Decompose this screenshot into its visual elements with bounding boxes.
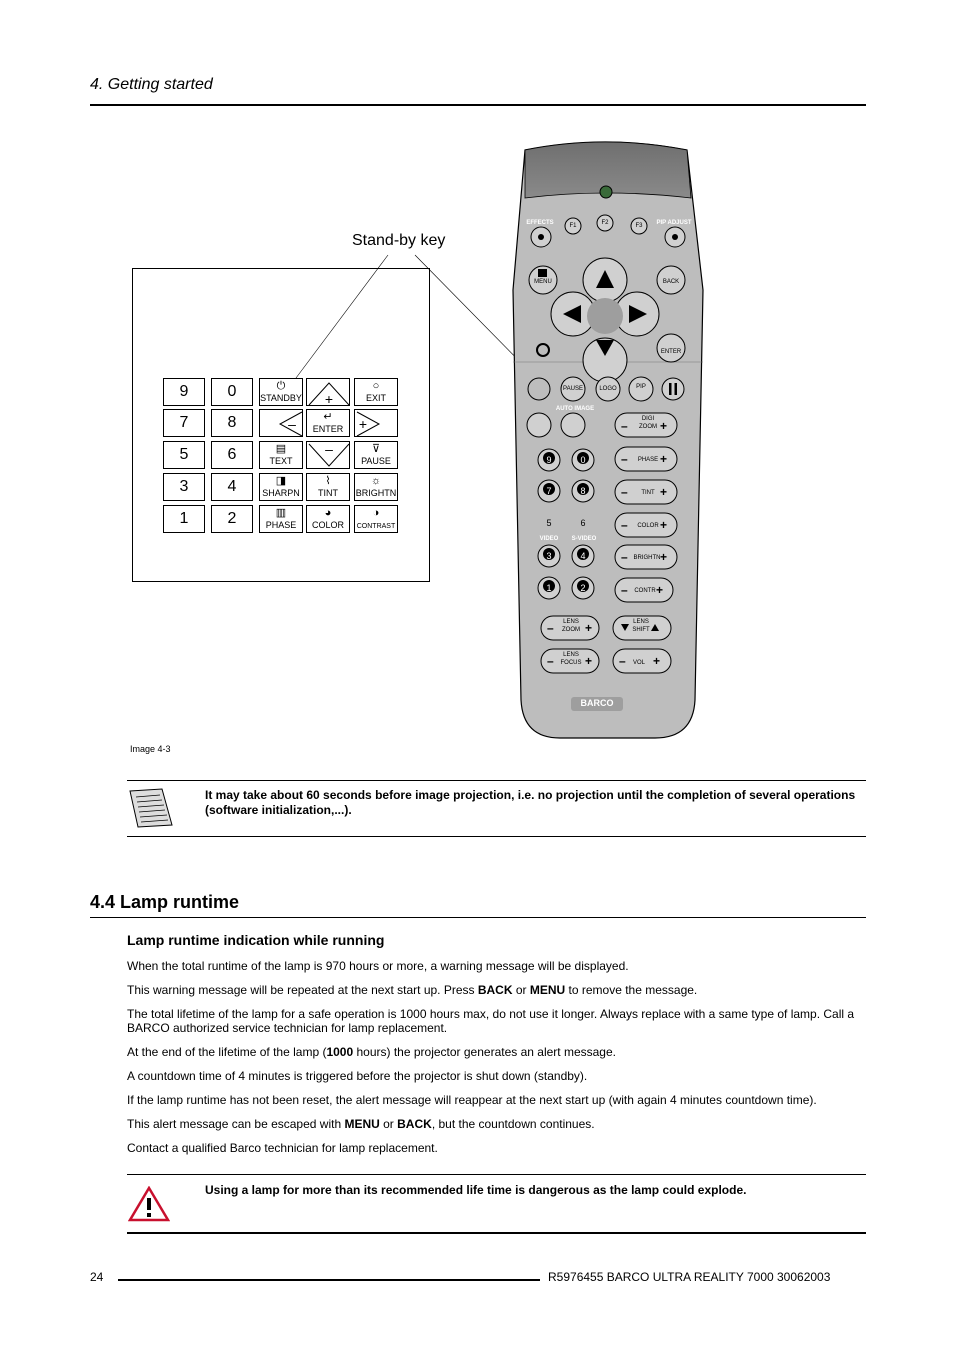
remote-contr-label: CONTR xyxy=(634,588,656,594)
svg-text:–: – xyxy=(621,550,628,564)
remote-tint-label: TINT xyxy=(641,490,655,496)
remote-key-6: 6 xyxy=(580,518,586,528)
paragraph: A countdown time of 4 minutes is triggered before the projector is shut down (standby). xyxy=(127,1069,588,1083)
key-standby xyxy=(259,378,303,406)
enter-icon: ↵ xyxy=(323,411,333,423)
remote-key-1: 1 xyxy=(546,583,552,593)
svg-text:+: + xyxy=(660,550,668,564)
section-title: 4.4 Lamp runtime xyxy=(90,892,240,912)
key-5: 5 xyxy=(163,441,205,469)
remote-enter-label: ENTER xyxy=(660,349,682,355)
chapter-heading: 4. Getting started xyxy=(90,76,213,93)
key-phase xyxy=(259,505,303,533)
paragraph: The total lifetime of the lamp for a safe operation is 1000 hours max, do not use it longer. Always replace with a same type of lamp. Call a BARCO authorized service technician for lamp replacement. xyxy=(127,1007,855,1035)
footer-doc-info: R5976455 BARCO ULTRA REALITY 7000 30062003 xyxy=(548,1270,831,1284)
key-text-label: TEXT xyxy=(269,456,293,466)
tint-icon: ⌇ xyxy=(325,475,331,487)
svg-text:+: + xyxy=(660,485,668,499)
svg-text:–: – xyxy=(619,654,626,668)
power-icon: ⏻ xyxy=(276,380,286,392)
key-right-plus xyxy=(354,409,398,437)
remote-pause-label: PAUSE xyxy=(563,386,583,392)
svg-text:+: + xyxy=(660,518,668,532)
key-color-label: COLOR xyxy=(311,520,344,530)
svg-text:–: – xyxy=(621,583,628,597)
remote-effects-label: EFFECTS xyxy=(526,220,554,226)
remote-key-8: 8 xyxy=(580,486,586,496)
remote-key-4: 4 xyxy=(580,551,586,561)
sun-icon: ☼ xyxy=(370,475,382,487)
footer-rule xyxy=(118,1279,540,1281)
key-up-plus xyxy=(306,378,350,406)
standby-callout: Stand-by key xyxy=(352,232,446,249)
svg-text:+: + xyxy=(585,654,593,668)
remote-vol-label: VOL xyxy=(632,660,645,666)
key-3: 3 xyxy=(163,473,205,501)
svg-text:+: + xyxy=(585,621,593,635)
svg-text:+: + xyxy=(660,452,668,466)
svg-text:+: + xyxy=(653,654,661,668)
key-brightn-label: BRIGHTN xyxy=(355,488,397,498)
remote-color-label: COLOR xyxy=(637,523,659,529)
contrast-icon: ◑ xyxy=(372,507,380,519)
key-tint xyxy=(306,473,350,501)
svg-text:–: – xyxy=(288,416,296,432)
paragraph: This warning message will be repeated at the next start up. Press BACK or MENU to remove the message. xyxy=(127,983,698,997)
key-exit xyxy=(354,378,398,406)
remote-key-7: 7 xyxy=(546,486,552,496)
warning-icon xyxy=(128,1186,170,1222)
svg-text:–: – xyxy=(621,518,628,532)
note-text: It may take about 60 seconds before image projection, i.e. no projection until the completion of several operations (software initialization,...). xyxy=(205,788,856,817)
note-icon xyxy=(128,787,174,829)
color-icon: ◕ xyxy=(324,507,332,519)
key-4: 4 xyxy=(211,473,253,501)
key-brightn xyxy=(354,473,398,501)
key-9: 9 xyxy=(163,378,205,406)
key-sharpn xyxy=(259,473,303,501)
text-icon: ▤ xyxy=(275,443,287,455)
paragraph: When the total runtime of the lamp is 970 hours or more, a warning message will be displayed. xyxy=(127,959,629,973)
key-pause xyxy=(354,441,398,469)
remote-control xyxy=(505,140,710,745)
key-enter xyxy=(306,409,350,437)
svg-text:+: + xyxy=(656,583,664,597)
warning-text: Using a lamp for more than its recommended life time is dangerous as the lamp could explode. xyxy=(205,1183,747,1197)
page-number: 24 xyxy=(90,1270,104,1284)
remote-key-0: 0 xyxy=(580,455,586,465)
svg-text:–: – xyxy=(325,442,333,457)
key-8: 8 xyxy=(211,409,253,437)
down-arrow-icon xyxy=(307,442,351,470)
key-text xyxy=(259,441,303,469)
remote-f1-label: F1 xyxy=(569,223,577,229)
remote-zoom-label: ZOOM xyxy=(639,424,657,430)
remote-video-label: VIDEO xyxy=(539,536,559,542)
remote-menu-label: MENU xyxy=(534,279,552,285)
remote-lens-zoom-label: ZOOM xyxy=(562,627,580,633)
key-down-minus xyxy=(306,441,350,469)
pause-icon: ⊽ xyxy=(371,443,381,455)
paragraph: Contact a qualified Barco technician for lamp replacement. xyxy=(127,1141,438,1155)
key-1: 1 xyxy=(163,505,205,533)
remote-phase-label: PHASE xyxy=(637,457,659,463)
remote-auto-image-label: AUTO IMAGE xyxy=(555,406,595,412)
remote-back-label: BACK xyxy=(662,279,680,285)
left-arrow-icon xyxy=(260,410,304,438)
note-top-rule xyxy=(127,780,866,781)
remote-lens-shift-label: SHIFT xyxy=(632,627,650,633)
warning-top-rule xyxy=(127,1174,866,1175)
key-phase-label: PHASE xyxy=(265,520,297,530)
warning-bottom-rule xyxy=(127,1232,866,1234)
remote-key-9: 9 xyxy=(546,455,552,465)
svg-text:–: – xyxy=(547,621,554,635)
paragraph: If the lamp runtime has not been reset, the alert message will reappear at the next start up (with again 4 minutes countdown time). xyxy=(127,1093,817,1107)
remote-lens-shift-lens: LENS xyxy=(633,619,649,625)
keypad-detail xyxy=(132,268,430,582)
right-arrow-icon xyxy=(355,410,399,438)
paragraph: At the end of the lifetime of the lamp (1000 hours) the projector generates an alert message. xyxy=(127,1045,616,1059)
subsection-title: Lamp runtime indication while running xyxy=(127,932,385,948)
remote-brand-logo: BARCO xyxy=(580,698,614,708)
svg-text:+: + xyxy=(358,416,368,432)
paragraph: This alert message can be escaped with MENU or BACK, but the countdown continues. xyxy=(127,1117,595,1131)
key-6: 6 xyxy=(211,441,253,469)
circle-icon: ○ xyxy=(372,380,380,392)
note-bottom-rule xyxy=(127,836,866,837)
remote-pip-label: PIP xyxy=(636,384,646,390)
remote-lens-focus-lens: LENS xyxy=(563,652,579,658)
remote-digi-label: DIGI xyxy=(641,416,655,422)
remote-svideo-label: S-VIDEO xyxy=(571,536,597,542)
remote-key-5: 5 xyxy=(546,518,552,528)
key-left-minus xyxy=(259,409,303,437)
key-sharpn-label: SHARPN xyxy=(262,488,300,498)
remote-f3-label: F3 xyxy=(635,223,643,229)
key-contrast xyxy=(354,505,398,533)
figure-caption: Image 4-3 xyxy=(130,744,171,754)
up-arrow-icon xyxy=(307,379,351,407)
remote-key-2: 2 xyxy=(580,583,586,593)
svg-text:+: + xyxy=(660,419,668,433)
svg-text:–: – xyxy=(621,419,628,433)
remote-lens-zoom-lens: LENS xyxy=(563,619,579,625)
key-2: 2 xyxy=(211,505,253,533)
remote-pip-adjust-label: PIP ADJUST xyxy=(656,220,692,226)
svg-text:–: – xyxy=(547,654,554,668)
svg-text:+: + xyxy=(324,391,334,407)
key-tint-label: TINT xyxy=(318,488,338,498)
phase-icon: ▥ xyxy=(275,507,287,519)
svg-text:–: – xyxy=(621,452,628,466)
key-enter-label: ENTER xyxy=(312,424,344,434)
remote-brightn-label: BRIGHTN xyxy=(633,555,661,561)
svg-text:–: – xyxy=(621,485,628,499)
key-standby-label: STANDBY xyxy=(260,393,302,403)
key-7: 7 xyxy=(163,409,205,437)
remote-key-3: 3 xyxy=(546,551,552,561)
key-exit-label: EXIT xyxy=(365,393,386,403)
section-rule xyxy=(90,917,866,918)
key-color xyxy=(306,505,350,533)
key-contrast-label: CONTRAST xyxy=(356,523,396,530)
remote-logo-label: LOGO xyxy=(599,386,617,392)
key-pause-label: PAUSE xyxy=(361,456,391,466)
key-0: 0 xyxy=(211,378,253,406)
remote-f2-label: F2 xyxy=(601,220,609,226)
sharpness-icon: ◨ xyxy=(275,475,287,487)
remote-lens-focus-label: FOCUS xyxy=(560,660,582,666)
